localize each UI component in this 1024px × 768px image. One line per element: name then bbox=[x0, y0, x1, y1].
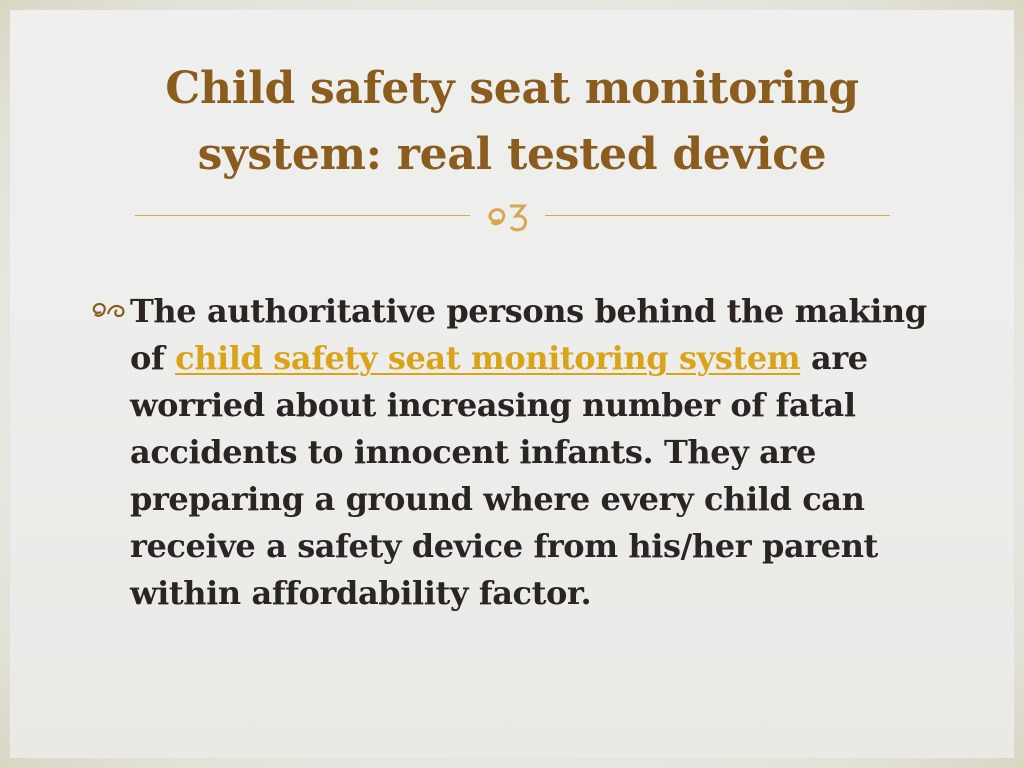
slide-title-line-2: system: real tested device bbox=[197, 129, 827, 180]
bullet-text-before: The authoritative persons behind the making of bbox=[130, 292, 927, 377]
bullet-text bbox=[130, 288, 938, 617]
curl-ornament-icon bbox=[470, 194, 545, 234]
divider-line-right bbox=[545, 215, 890, 216]
slide-title bbox=[90, 56, 934, 188]
child-safety-seat-link[interactable]: child safety seat monitoring system bbox=[175, 339, 801, 377]
title-divider bbox=[135, 194, 890, 234]
bullet-text-after: are worried about increasing number of fatal accidents to innocent infants. They are preparing a ground where every child can receive a safety device from his/her parent within affordability factor. bbox=[130, 339, 878, 612]
bullet-item bbox=[88, 288, 938, 617]
curl-bullet-icon bbox=[88, 294, 130, 324]
divider-line-left bbox=[135, 215, 470, 216]
slide-title-line-1: Child safety seat monitoring bbox=[165, 63, 859, 114]
